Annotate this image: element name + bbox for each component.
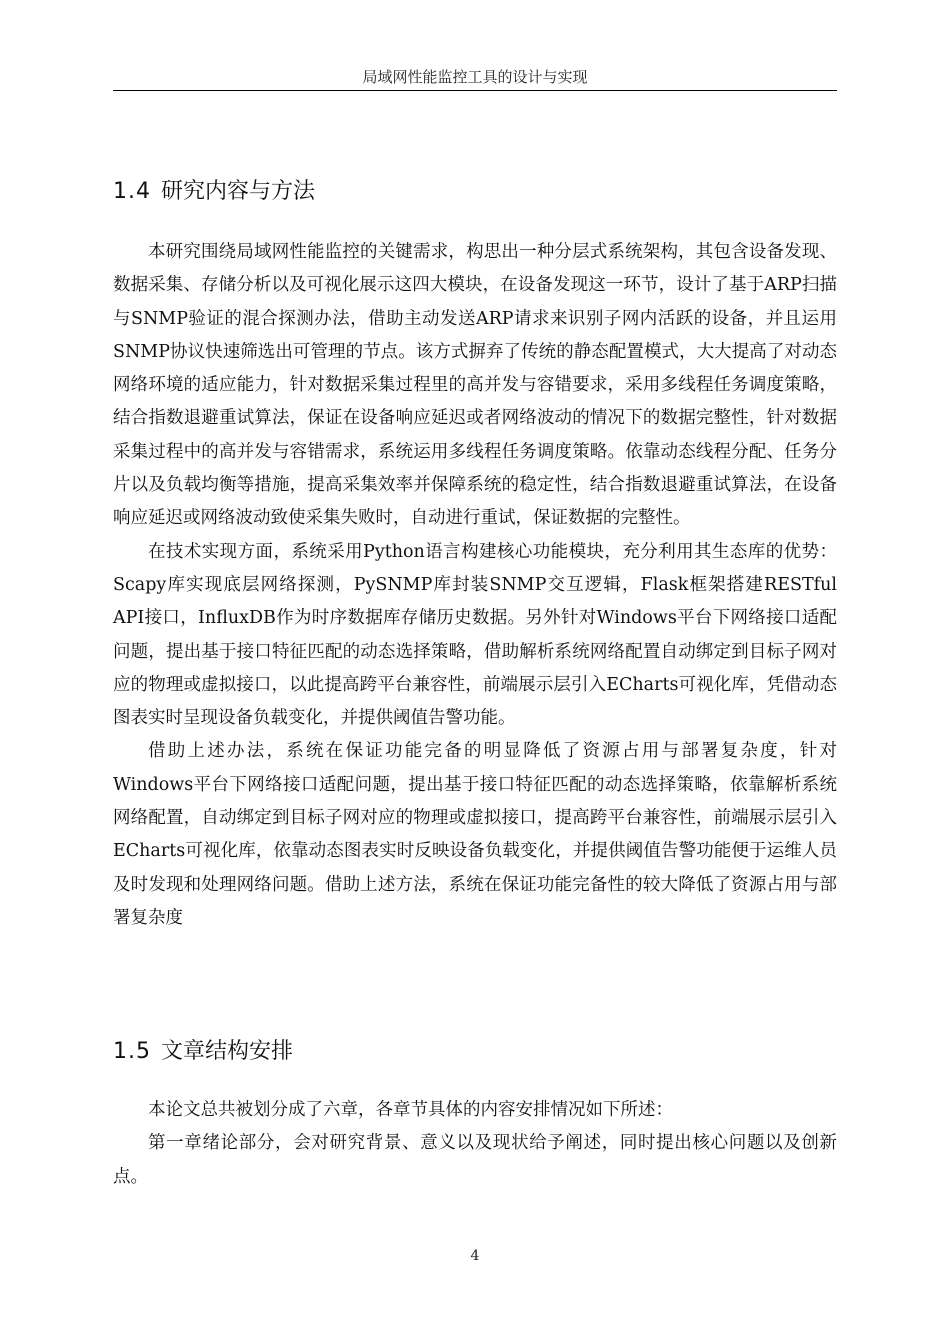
running-header-title: 局域网性能监控工具的设计与实现 bbox=[362, 68, 588, 86]
section-1-5-heading bbox=[113, 1036, 837, 1068]
section-1-5-paragraph-2: 第一章绪论部分，会对研究背景、意义以及现状给予阐述，同时提出核心问题以及创新点。 bbox=[113, 1133, 837, 1187]
running-header bbox=[113, 64, 837, 91]
page-number: 4 bbox=[470, 1248, 480, 1264]
section-1-4-heading bbox=[113, 176, 837, 208]
section-1-5-paragraph-1: 本论文总共被划分成了六章，各章节具体的内容安排情况如下所述： bbox=[148, 1100, 673, 1120]
section-1-4-paragraph-2: 在技术实现方面，系统采用Python语言构建核心功能模块，充分利用其生态库的优势：Scapy库实现底层网络探测，PySNMP库封装SNMP交互逻辑，Flask框架搭建RESTful API接口，InfluxDB作为时序数据库存储历史数据。另外针对Windows平台下网络接口适配问题，提出基于接口特征匹配的动态选择策略，借助解析系统网络配置自动绑定到目标子网对应的物理或虚拟接口，以此提高跨平台兼容性，前端展示层引入ECharts可视化库，凭借动态图表实时呈现设备负载变化，并提供阈值告警功能。 bbox=[113, 541, 837, 729]
section-1-4-number: 1.4 bbox=[113, 179, 151, 204]
section-1-4-body bbox=[113, 236, 837, 935]
section-1-4-paragraph-1: 本研究围绕局域网性能监控的关键需求，构思出一种分层式系统架构，其包含设备发现、数据采集、存储分析以及可视化展示这四大模块，在设备发现这一环节，设计了基于ARP扫描与SNMP验证的混合探测办法，借助主动发送ARP请求来识别子网内活跃的设备，并且运用SNMP协议快速筛选出可管理的节点。该方式摒弃了传统的静态配置模式，大大提高了对动态网络环境的适应能力，针对数据采集过程里的高并发与容错要求，采用多线程任务调度策略，结合指数退避重试算法，保证在设备响应延迟或者网络波动的情况下的数据完整性，针对数据采集过程中的高并发与容错需求，系统运用多线程任务调度策略。依靠动态线程分配、任务分片以及负载均衡等措施，提高采集效率并保障系统的稳定性，结合指数退避重试算法，在设备响应延迟或网络波动致使采集失败时，自动进行重试，保证数据的完整性。 bbox=[113, 242, 837, 529]
section-1-5-body bbox=[113, 1094, 837, 1194]
section-1-4-title: 研究内容与方法 bbox=[161, 179, 316, 204]
section-1-5-number: 1.5 bbox=[113, 1039, 151, 1064]
section-1-5-title: 文章结构安排 bbox=[161, 1039, 294, 1064]
section-1-4-paragraph-3: 借助上述办法，系统在保证功能完备的明显降低了资源占用与部署复杂度，针对Windows平台下网络接口适配问题，提出基于接口特征匹配的动态选择策略，依靠解析系统网络配置，自动绑定到目标子网对应的物理或虚拟接口，提高跨平台兼容性，前端展示层引入ECharts可视化库，依靠动态图表实时反映设备负载变化，并提供阈值告警功能便于运维人员及时发现和处理网络问题。借助上述方法，系统在保证功能完备性的较大降低了资源占用与部署复杂度 bbox=[113, 741, 837, 928]
